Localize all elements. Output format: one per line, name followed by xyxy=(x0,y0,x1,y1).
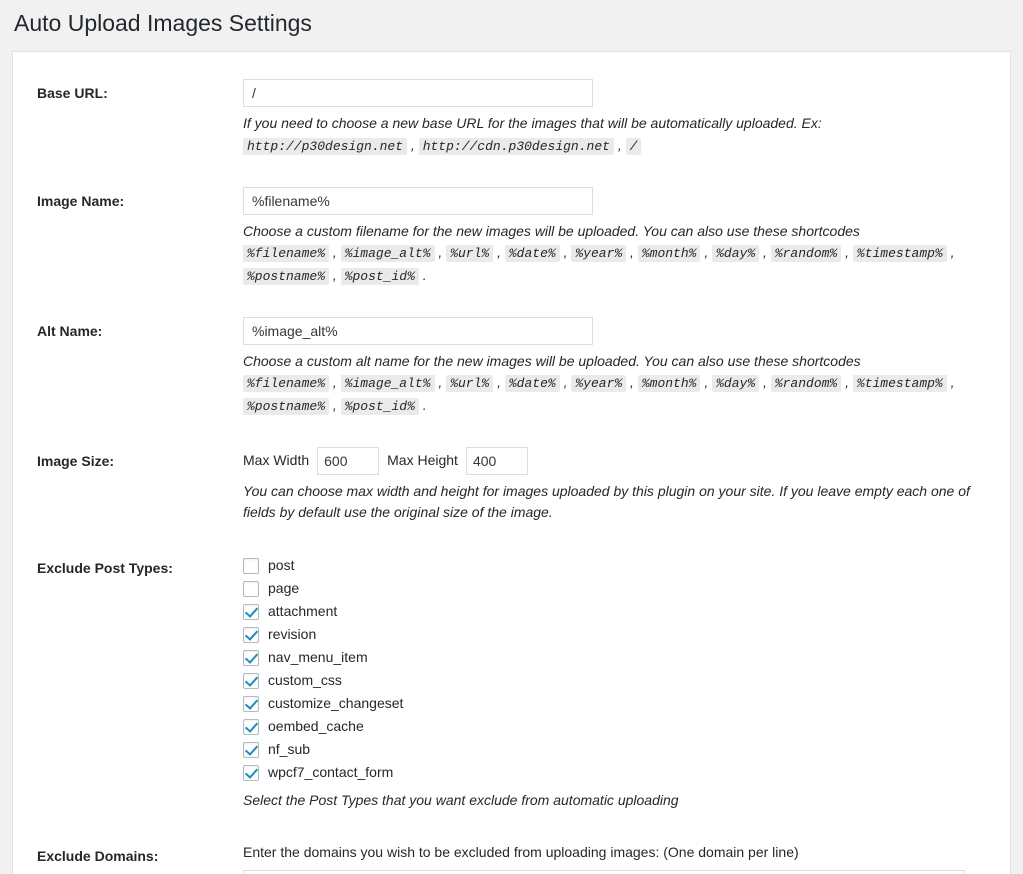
alt-name-shortcode-3: %date% xyxy=(505,375,560,392)
image-name-shortcode-4: %year% xyxy=(571,245,626,262)
alt-name-shortcode-4: %year% xyxy=(571,375,626,392)
alt-name-shortcode-8: %timestamp% xyxy=(853,375,947,392)
list-item[interactable] xyxy=(243,761,1000,784)
label-exclude-domains: Exclude Domains: xyxy=(37,847,159,864)
image-name-shortcode-7: %random% xyxy=(771,245,841,262)
image-name-shortcode-3: %date% xyxy=(505,245,560,262)
image-name-shortcode-2: %url% xyxy=(446,245,493,262)
base-url-example-2: / xyxy=(626,138,642,155)
checkbox-post[interactable] xyxy=(243,558,259,574)
image-name-shortcode-5: %month% xyxy=(638,245,701,262)
cell-exclude-post-types xyxy=(233,539,1010,827)
label-alt-name: Alt Name: xyxy=(37,322,103,339)
checkbox-wpcf7-contact-form[interactable] xyxy=(243,765,259,781)
label-image-size: Image Size: xyxy=(37,452,115,469)
alt-name-shortcode-1: %image_alt% xyxy=(341,375,435,392)
exclude-post-types-list xyxy=(243,554,1000,784)
settings-form-table xyxy=(13,64,1010,874)
checkbox-nav-menu-item[interactable] xyxy=(243,650,259,666)
alt-name-shortcode-5: %month% xyxy=(638,375,701,392)
alt-name-description-text: Choose a custom alt name for the new images will be uploaded. You can also use these shortcodes xyxy=(243,352,861,369)
image-name-shortcode-10: %post_id% xyxy=(341,268,419,285)
alt-name-shortcode-2: %url% xyxy=(446,375,493,392)
image-name-description-text: Choose a custom filename for the new images will be uploaded. You can also use these shortcodes xyxy=(243,222,860,239)
list-item[interactable] xyxy=(243,692,1000,715)
row-base-url xyxy=(13,64,1010,172)
cell-exclude-domains xyxy=(233,827,1010,874)
checkbox-label-custom-css: custom_css xyxy=(268,672,342,689)
alt-name-shortcode-10: %post_id% xyxy=(341,398,419,415)
list-item[interactable] xyxy=(243,669,1000,692)
checkbox-label-nf-sub: nf_sub xyxy=(268,741,311,758)
label-base-url: Base URL: xyxy=(37,84,108,101)
image-name-shortcode-1: %image_alt% xyxy=(341,245,435,262)
alt-name-shortcode-7: %random% xyxy=(771,375,841,392)
base-url-description: If you need to choose a new base URL for the images that will be automatically uploaded. Ex: http://p30design.net , http://cdn.p30design.net , / xyxy=(243,114,822,154)
row-exclude-post-types xyxy=(13,539,1010,827)
checkbox-label-page: page xyxy=(268,580,300,597)
checkbox-label-attachment: attachment xyxy=(268,603,338,620)
cell-alt-name xyxy=(233,302,1010,432)
max-width-label: Max Width xyxy=(243,452,310,469)
base-url-input[interactable] xyxy=(243,79,593,107)
image-size-controls xyxy=(243,447,1000,475)
checkbox-label-wpcf7-contact-form: wpcf7_contact_form xyxy=(268,764,394,781)
cell-base-url xyxy=(233,64,1010,172)
checkbox-label-nav-menu-item: nav_menu_item xyxy=(268,649,368,666)
list-item[interactable] xyxy=(243,623,1000,646)
exclude-domains-intro: Enter the domains you wish to be excluded from uploading images: (One domain per line) xyxy=(243,843,799,860)
settings-panel xyxy=(12,51,1011,874)
image-size-description: You can choose max width and height for images uploaded by this plugin on your site. If you leave empty each one of fields by default use the original size of the image. xyxy=(243,482,970,521)
base-url-example-0: http://p30design.net xyxy=(243,138,407,155)
row-image-size xyxy=(13,432,1010,539)
row-image-name xyxy=(13,172,1010,302)
image-name-input[interactable] xyxy=(243,187,593,215)
checkbox-label-customize-changeset: customize_changeset xyxy=(268,695,404,712)
list-item[interactable] xyxy=(243,715,1000,738)
list-item[interactable] xyxy=(243,646,1000,669)
cell-image-size xyxy=(233,432,1010,539)
alt-name-description: Choose a custom alt name for the new images will be uploaded. You can also use these shortcodes %filename% , %image_alt% , %url% , %date% , %year% , %month% , %day% , %random% , %timestamp% , %postname% , %post_id% . xyxy=(243,352,955,414)
row-exclude-domains xyxy=(13,827,1010,874)
checkbox-label-oembed-cache: oembed_cache xyxy=(268,718,364,735)
image-name-shortcode-6: %day% xyxy=(712,245,759,262)
page-title: Auto Upload Images Settings xyxy=(14,10,312,36)
alt-name-input[interactable] xyxy=(243,317,593,345)
image-name-shortcode-9: %postname% xyxy=(243,268,329,285)
exclude-post-types-description: Select the Post Types that you want exclude from automatic uploading xyxy=(243,792,679,809)
exclude-domains-textarea[interactable] xyxy=(243,870,965,874)
list-item[interactable] xyxy=(243,738,1000,761)
checkbox-label-post: post xyxy=(268,557,295,574)
cell-image-name xyxy=(233,172,1010,302)
checkbox-attachment[interactable] xyxy=(243,604,259,620)
checkbox-custom-css[interactable] xyxy=(243,673,259,689)
list-item[interactable] xyxy=(243,600,1000,623)
image-name-description: Choose a custom filename for the new images will be uploaded. You can also use these shortcodes %filename% , %image_alt% , %url% , %date% , %year% , %month% , %day% , %random% , %timestamp% , %postname% , %post_id% . xyxy=(243,222,955,284)
row-alt-name xyxy=(13,302,1010,432)
max-width-input[interactable] xyxy=(317,447,379,475)
image-name-shortcode-8: %timestamp% xyxy=(853,245,947,262)
list-item[interactable] xyxy=(243,577,1000,600)
checkbox-label-revision: revision xyxy=(268,626,317,643)
checkbox-nf-sub[interactable] xyxy=(243,742,259,758)
checkbox-page[interactable] xyxy=(243,581,259,597)
label-image-name: Image Name: xyxy=(37,192,125,209)
max-height-label: Max Height xyxy=(387,452,458,469)
label-exclude-post-types: Exclude Post Types: xyxy=(37,560,173,577)
list-item[interactable] xyxy=(243,554,1000,577)
alt-name-shortcode-6: %day% xyxy=(712,375,759,392)
base-url-example-1: http://cdn.p30design.net xyxy=(419,138,614,155)
checkbox-revision[interactable] xyxy=(243,627,259,643)
checkbox-customize-changeset[interactable] xyxy=(243,696,259,712)
base-url-description-text: If you need to choose a new base URL for the images that will be automatically uploaded. Ex: xyxy=(243,114,822,131)
checkbox-oembed-cache[interactable] xyxy=(243,719,259,735)
alt-name-shortcode-0: %filename% xyxy=(243,375,329,392)
max-height-input[interactable] xyxy=(466,447,528,475)
image-name-shortcode-0: %filename% xyxy=(243,245,329,262)
alt-name-shortcode-9: %postname% xyxy=(243,398,329,415)
